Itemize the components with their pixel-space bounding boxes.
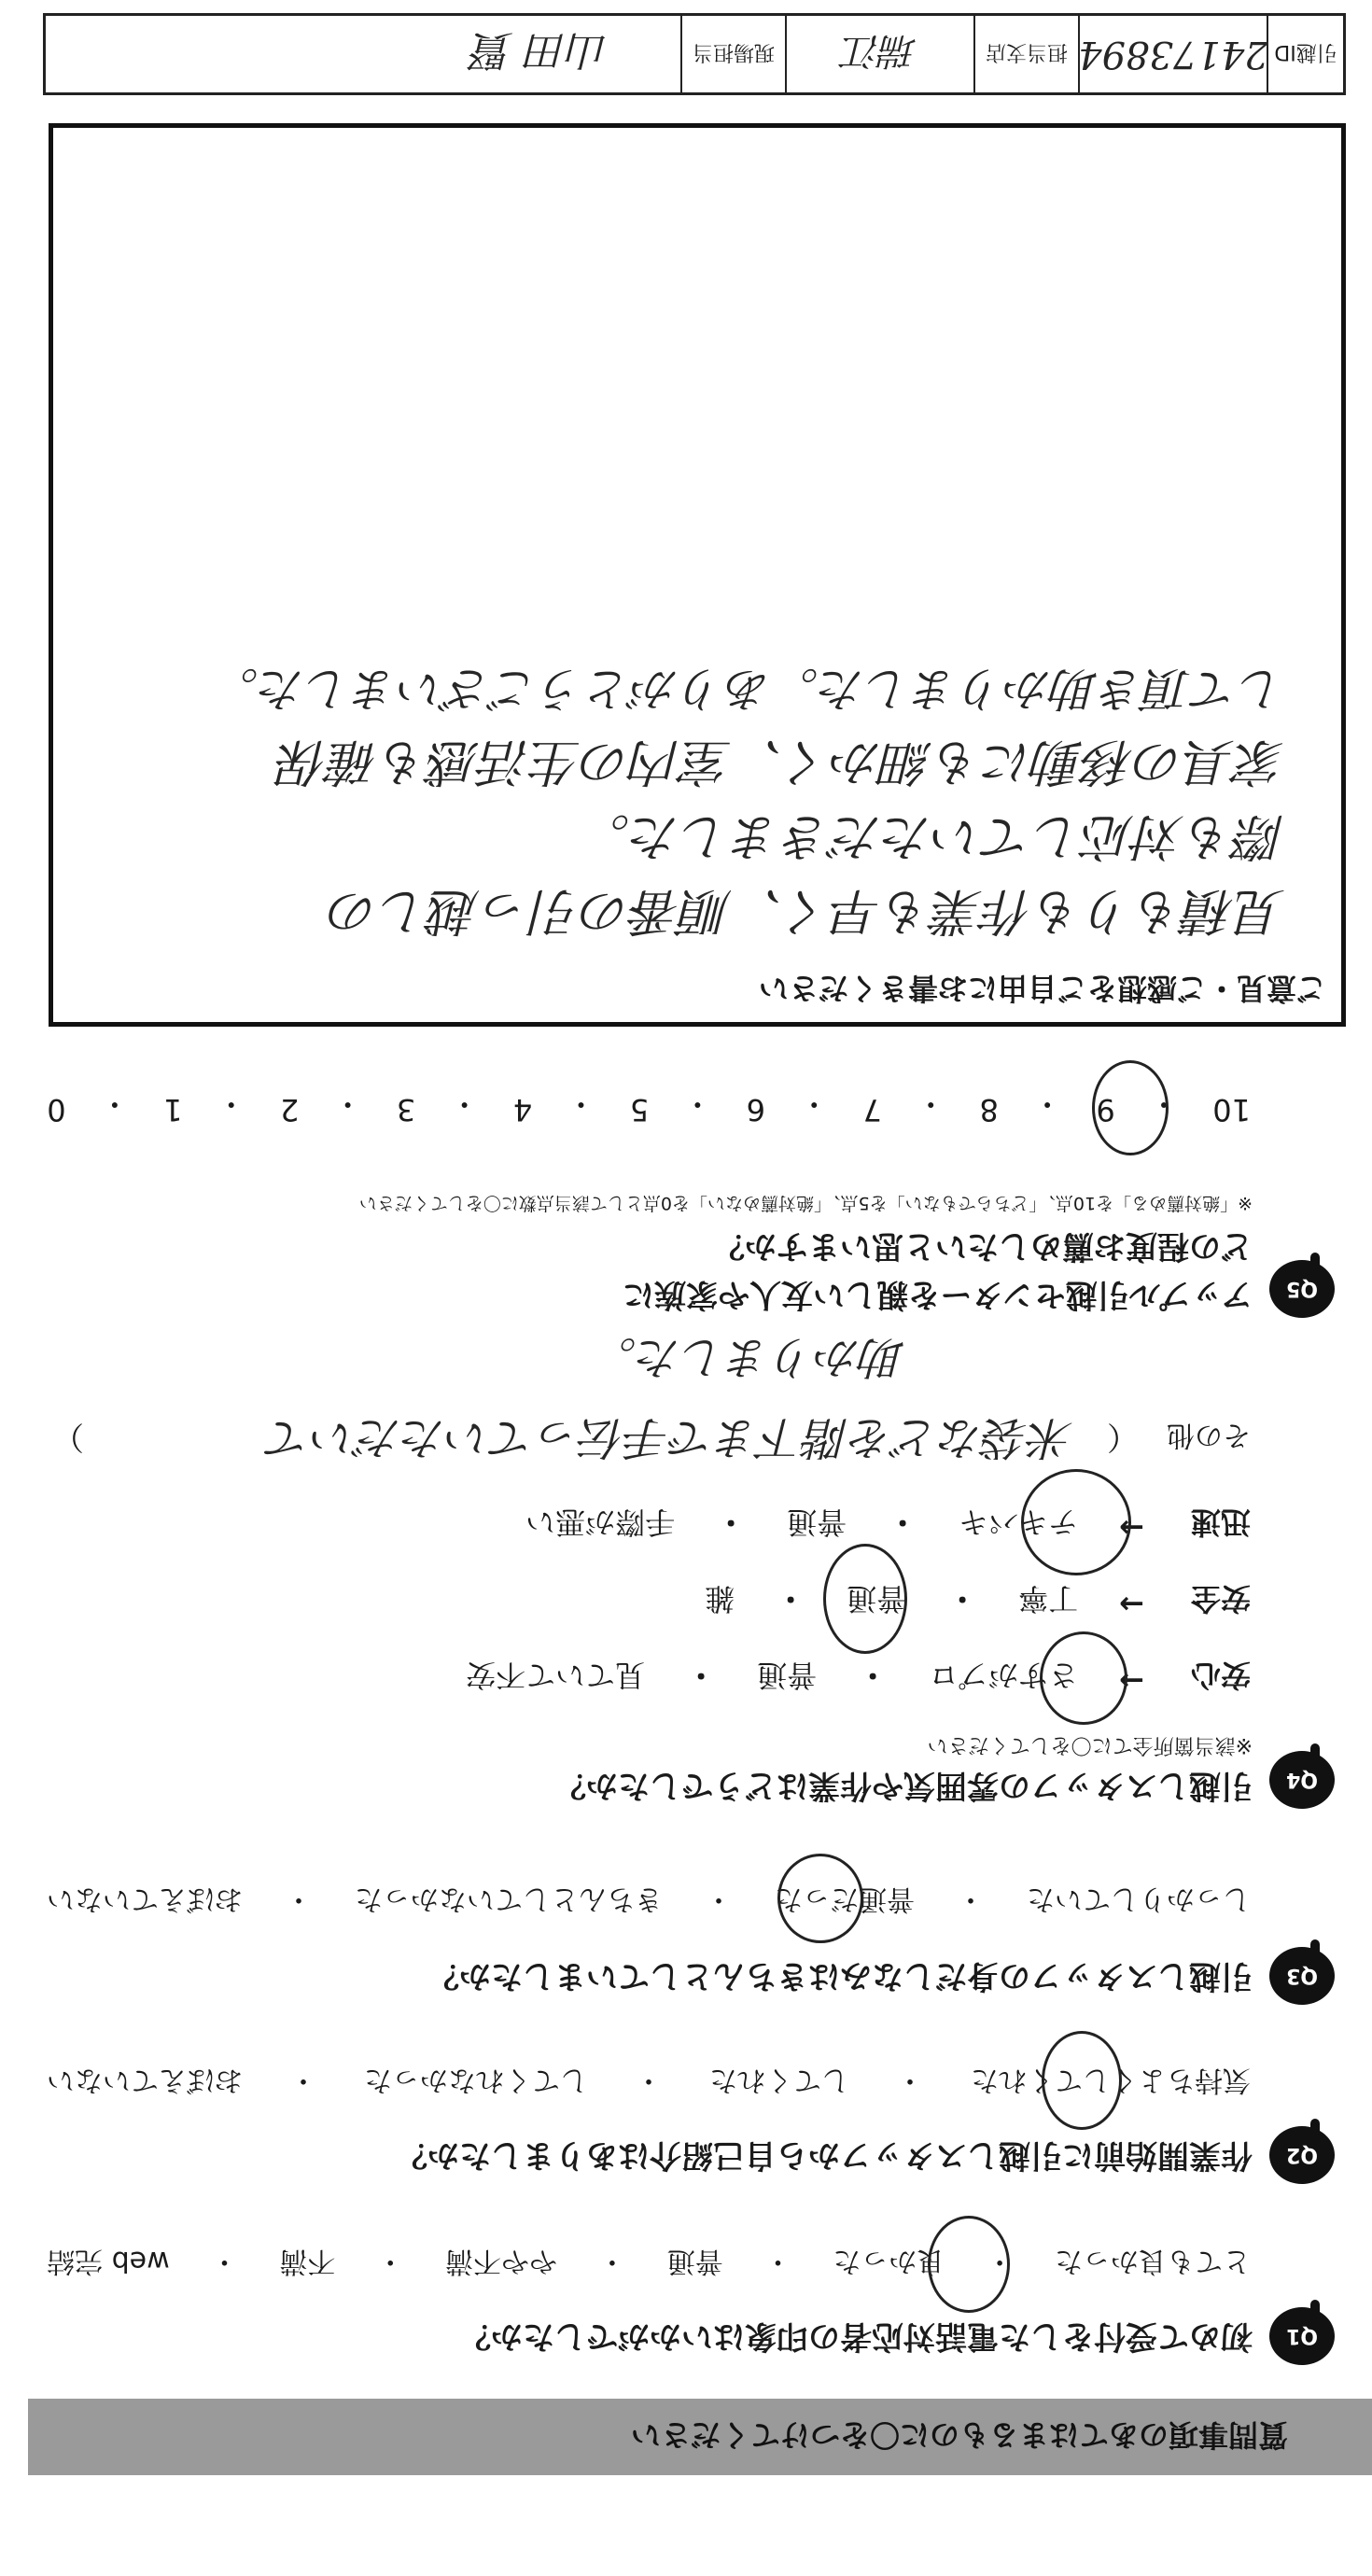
q2-answer-circle <box>1042 2031 1122 2130</box>
q5-score-option: 4 <box>512 1092 533 1127</box>
q4-row-option-selected: テキパキ <box>959 1505 1079 1540</box>
branch-label-cell <box>973 16 1078 92</box>
q4-row-anzen: 安全 → 丁寧 ・ 普通 ・ 雑 <box>705 1581 1251 1622</box>
leader-label-cell <box>680 16 785 92</box>
q4-row-label: 迅速 <box>1190 1505 1251 1540</box>
q1-option: 普通 <box>666 2245 723 2277</box>
q1-option: 不満 <box>279 2245 336 2277</box>
header-table <box>43 13 1346 95</box>
q5-score-option: 1 <box>163 1092 183 1127</box>
q4-row-label: 安心 <box>1190 1658 1251 1693</box>
comments-line-2: 際も対応していただきました。 <box>580 807 1285 866</box>
q5-score-option: 10 <box>1212 1092 1251 1127</box>
q3-option: しっかりしていた <box>1027 1883 1251 1915</box>
q4-row-option: 丁寧 <box>1018 1581 1079 1617</box>
q5-score-option: 2 <box>280 1092 300 1127</box>
q4-other-handwriting-2: 助かりました。 <box>591 1331 905 1383</box>
comments-line-1: 見積もりも作業も早く、順番の引っ越しの <box>329 882 1285 941</box>
q3-option-selected: 普通だった <box>775 1883 915 1915</box>
leader-value-cell <box>400 16 680 92</box>
q4-anshin-circle <box>1040 1631 1127 1725</box>
q5-score-option: 7 <box>862 1092 882 1127</box>
id-label: 引越ID <box>1274 40 1337 64</box>
branch-value-cell <box>785 16 973 92</box>
q3-badge: Q3 <box>1269 1947 1335 2005</box>
q3-option: おぼえていない <box>47 1883 243 1915</box>
q2-badge: Q2 <box>1269 2126 1335 2184</box>
q1-option: web 完結 <box>47 2245 170 2277</box>
q5-answer-circle <box>1092 1060 1169 1155</box>
q4-note: ※該当箇所全てに〇をしてください <box>927 1733 1253 1757</box>
q5-question-line-1: アップル引越センターを親しい友人や家族に <box>623 1276 1253 1313</box>
branch-value: 瑞江 <box>843 29 917 73</box>
q5-question-line-2: どの程度お薦めしたいと思いますか？ <box>713 1227 1253 1265</box>
q2-options: 気持ちよくしてくれた ・ してくれた ・ してくれなかった ・ おぼえていない <box>47 2063 1251 2104</box>
q5-score-option: 5 <box>629 1092 650 1127</box>
id-label-cell <box>1267 16 1343 92</box>
q5-score-option-selected: 9 <box>1096 1092 1115 1127</box>
q1-answer-circle <box>928 2216 1010 2313</box>
comments-line-3: 家具の移動にも細かく、室内の生活感も確保 <box>278 733 1285 791</box>
q1-option-selected: 良かった <box>833 2245 945 2277</box>
q2-option: してくれなかった <box>364 2064 588 2096</box>
q4-badge: Q4 <box>1269 1751 1335 1809</box>
q4-other-open-paren: （ <box>1107 1418 1139 1455</box>
q5-score-option: 6 <box>746 1092 766 1127</box>
instruction-text: 質問事項のあてはまるものに〇をつけてください <box>630 2417 1288 2453</box>
comments-heading: ご意見・ご感想をご自由にお書きください <box>758 971 1326 1006</box>
id-value-cell <box>1078 16 1267 92</box>
q1-options: とても良かった ・ 良かった ・ 普通 ・ やや不満 ・ 不満 ・ web 完結 <box>47 2244 1251 2285</box>
q4-row-option-selected: 普通 <box>847 1581 907 1617</box>
q1-option: とても良かった <box>1055 2245 1251 2277</box>
q5-score-option: 0 <box>47 1092 66 1127</box>
q4-row-option: 手際が悪い <box>525 1505 676 1540</box>
q4-row-option-selected: さすがプロ <box>929 1658 1079 1693</box>
q3-option: きちんとしていなかった <box>355 1883 663 1915</box>
q1-badge: Q1 <box>1269 2307 1335 2365</box>
q2-option: おぼえていない <box>47 2064 243 2096</box>
q4-question: 引越しスタッフの雰囲気や作業はどうでしたか？ <box>554 1767 1253 1804</box>
q3-question: 引越しスタッフの身だしなみはきちんとしていましたか？ <box>427 1957 1253 1995</box>
q4-row-option: 見ていて不安 <box>466 1658 646 1693</box>
q4-row-option: 普通 <box>787 1505 847 1540</box>
leader-label: 現場担当 <box>693 40 776 64</box>
q1-option: やや不満 <box>445 2245 558 2277</box>
q3-options: しっかりしていた ・ 普通だった ・ きちんとしていなかった ・ おぼえていない <box>47 1882 1251 1923</box>
comments-line-4: して頂き助かりました。ありがとうございました。 <box>212 662 1285 716</box>
q2-option-selected: してくれた <box>709 2064 849 2096</box>
q4-row-option: 雑 <box>705 1581 735 1617</box>
q3-answer-circle <box>777 1854 863 1943</box>
q2-question: 作業開始前に引越しスタッフから自己紹介はありましたか？ <box>396 2136 1253 2174</box>
q4-row-option: 普通 <box>757 1658 818 1693</box>
branch-label: 担当支店 <box>986 40 1069 64</box>
q4-row-label: 安全 <box>1190 1581 1251 1617</box>
q5-score-option: 3 <box>396 1092 416 1127</box>
q4-row-jinsoku: 迅速 → テキパキ ・ 普通 ・ 手際が悪い <box>525 1505 1251 1546</box>
q4-row-anshin: 安心 → さすがプロ ・ 普通 ・ 見ていて不安 <box>466 1658 1251 1699</box>
q1-question: 初めて受付をした電話対応者の印象はいかがでしたか？ <box>459 2317 1253 2355</box>
q4-other-handwriting-1: 米袋などを階下まで手伝っていただいて <box>266 1411 1073 1463</box>
q5-note: ※「絶対薦める」を10点、「どちらでもない」を5点、「絶対薦めない」を0点として該当点数に〇をしてください <box>358 1193 1253 1213</box>
leader-value: 山田 賢 <box>472 26 609 74</box>
q4-anzen-circle <box>823 1544 907 1654</box>
q5-scale: 10 ・ 9 ・ 8 ・ 7 ・ 6 ・ 5 ・ 4 ・ 3 ・ 2 ・ 1 ・ 0 <box>47 1086 1251 1127</box>
q5-score-option: 8 <box>979 1092 999 1127</box>
id-value: 24173894 <box>1078 33 1268 76</box>
comments-box <box>49 123 1346 1027</box>
q2-option: 気持ちよくしてくれた <box>971 2064 1251 2096</box>
q4-other-label: その他 <box>1167 1419 1251 1451</box>
instruction-banner <box>28 2399 1372 2475</box>
q5-badge: Q5 <box>1269 1260 1335 1318</box>
q4-other-close-paren: ） <box>52 1418 84 1455</box>
q4-jinsoku-circle <box>1021 1469 1131 1575</box>
